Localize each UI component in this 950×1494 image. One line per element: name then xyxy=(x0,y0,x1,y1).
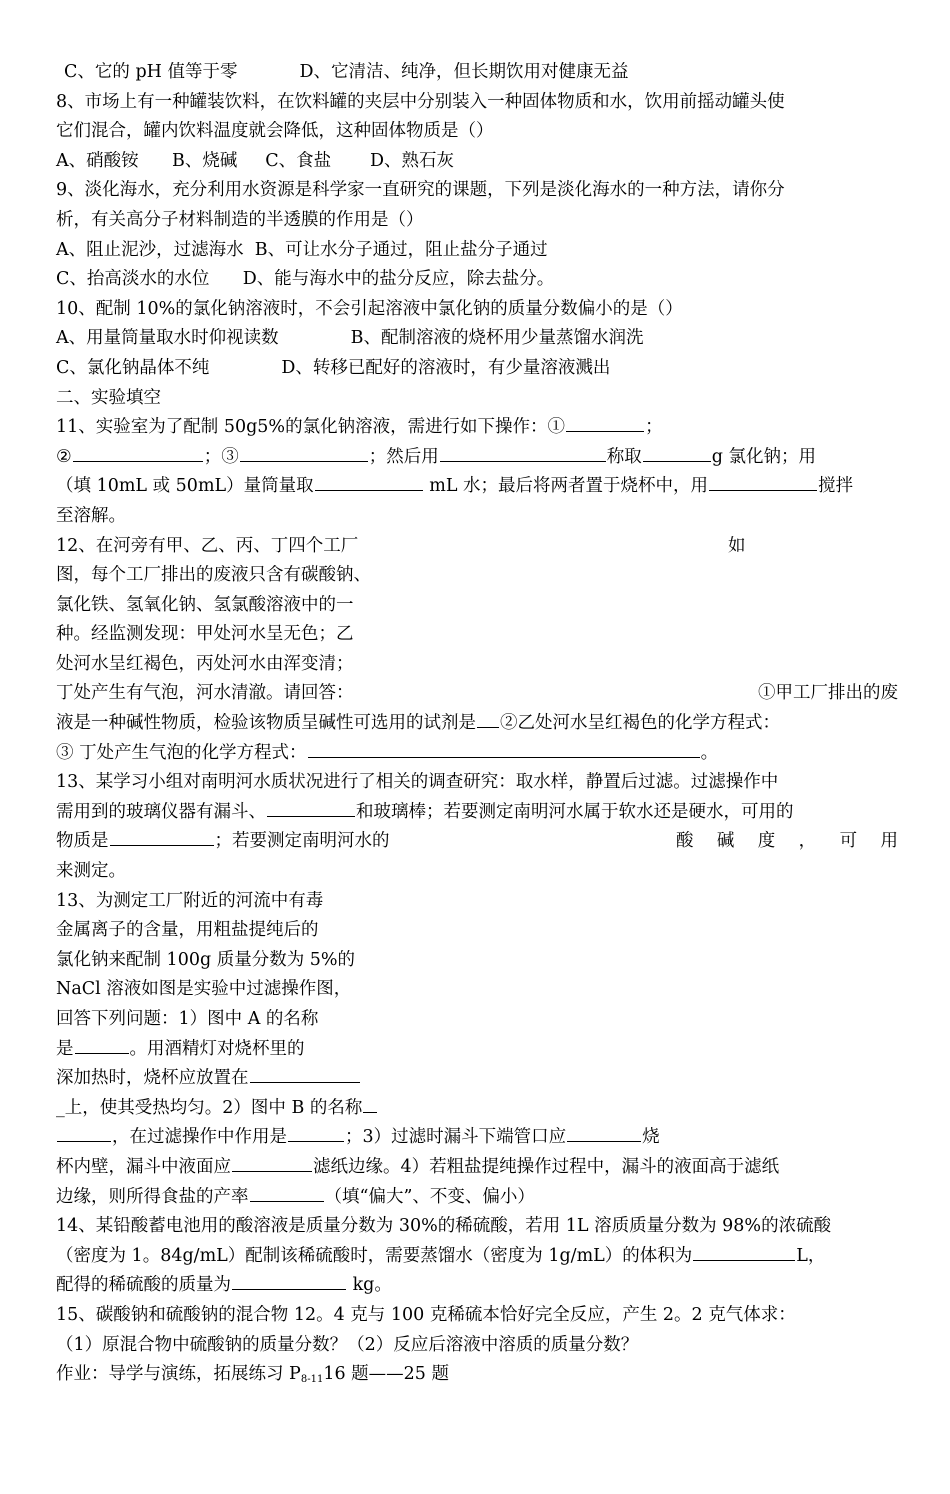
q15-line-1: 15、碳酸钠和硫酸钠的混合物 12。4 克与 100 克稀硫本恰好完全反应，产生 2。2 克气体求： xyxy=(56,1304,796,1325)
q8-options: A、硝酸铵 B、烧碱 C、食盐 D、熟石灰 xyxy=(56,150,455,171)
q14-line-1: 14、某铅酸蓄电池用的酸溶液是质量分数为 30%的稀硫酸，若用 1L 溶质质量分数为 98%的浓硫酸 xyxy=(56,1216,832,1237)
q13b-text: 烧 xyxy=(642,1127,660,1148)
q13b-line-3: 氯化钠来配制 100g 质量分数为 5%的 xyxy=(56,949,356,970)
q12-line-7 xyxy=(56,709,898,739)
q13b-line-10 xyxy=(56,1153,898,1183)
q14-line-2 xyxy=(56,1242,898,1272)
q13b-line-11 xyxy=(56,1183,898,1213)
q13b-text: _上，使其受热均匀。2）图中 B 的名称 xyxy=(56,1097,363,1118)
q13b-text: ，在过滤操作中作用是 xyxy=(112,1127,287,1148)
q13-char: 可 xyxy=(839,831,858,852)
q9-stem-2: 析，有关高分子材料制造的半透膜的作用是（） xyxy=(56,209,424,230)
q14-blank-2[interactable] xyxy=(232,1271,346,1290)
homework-page-range: 8-11 xyxy=(300,1374,324,1386)
q11-line-1 xyxy=(56,413,898,443)
q13b-blank-8[interactable] xyxy=(250,1183,324,1202)
homework-text: 作业：导学与演练，拓展练习 P xyxy=(56,1364,301,1385)
q13b-line-8 xyxy=(56,1094,898,1124)
q13b-blank-7[interactable] xyxy=(232,1153,312,1172)
q11-blank-6[interactable] xyxy=(315,472,423,491)
q11-blank-7[interactable] xyxy=(709,472,817,491)
q10-option-b: B、配制溶液的烧杯用少量蒸馏水润洗 xyxy=(350,328,644,349)
homework-text: 16 题——25 题 xyxy=(323,1364,449,1385)
q11-text: 称取 xyxy=(606,446,642,467)
q12-text: ②乙处河水呈红褐色的化学方程式： xyxy=(500,713,780,734)
q13-char: ， xyxy=(798,831,817,852)
q15-line-2: （1）原混合物中硫酸钠的质量分数？（2）反应后溶液中溶质的质量分数？ xyxy=(56,1334,639,1355)
q12-line-2: 图，每个工厂排出的废液只含有碳酸钠、 xyxy=(56,565,371,586)
q13b-text: 。用酒精灯对烧杯里的 xyxy=(129,1038,305,1059)
q12-text: ①甲工厂排出的废 xyxy=(758,683,898,704)
q11-text: mL 水；最后将两者置于烧杯中，用 xyxy=(423,476,708,497)
q13-line-2 xyxy=(56,798,898,828)
q13b-line-4: NaCl 溶液如图是实验中过滤操作图， xyxy=(56,979,352,1000)
worksheet xyxy=(56,58,898,1390)
q11-text: ； xyxy=(645,417,663,438)
q12-line-6 xyxy=(56,679,898,709)
q7-option-c: C、它的 pH 值等于零 xyxy=(64,62,238,82)
homework-line xyxy=(56,1360,898,1390)
q13b-blank-6[interactable] xyxy=(567,1123,641,1142)
q13-line-3 xyxy=(56,827,898,857)
q13b-blank-2[interactable] xyxy=(250,1064,360,1083)
q13-char: 用 xyxy=(880,831,898,852)
q13-text: 需用到的玻璃仪器有漏斗、 xyxy=(56,801,266,822)
q11-text: （填 10mL 或 50mL）量筒量取 xyxy=(56,476,314,497)
q13b-line-1: 13、为测定工厂附近的河流中有毒 xyxy=(56,890,324,911)
q7-option-d: D、它清洁、纯净，但长期饮用对健康无益 xyxy=(299,62,629,82)
q10-option-c: C、氯化钠晶体不纯 xyxy=(56,357,210,378)
q8-stem-2: 它们混合，罐内饮料温度就会降低，这种固体物质是（） xyxy=(56,121,494,142)
q13b-blank-3[interactable] xyxy=(363,1094,377,1113)
q14-text: （密度为 1。84g/mL）配制该稀硫酸时，需要蒸馏水（密度为 1g/mL）的体积为 xyxy=(56,1245,693,1266)
q13b-blank-4[interactable] xyxy=(57,1123,111,1142)
q11-line-4: 至溶解。 xyxy=(56,505,126,526)
q13-blank-1[interactable] xyxy=(267,798,355,817)
q10-option-d: D、转移已配好的溶液时，有少量溶液溅出 xyxy=(281,357,611,378)
q13b-blank-5[interactable] xyxy=(288,1123,344,1142)
q13-char: 酸 xyxy=(676,831,694,852)
q13b-line-2: 金属离子的含量，用粗盐提纯后的 xyxy=(56,920,319,941)
section-heading: 二、实验填空 xyxy=(56,387,161,408)
q13b-line-6 xyxy=(56,1035,898,1065)
q13b-text: 是 xyxy=(56,1038,74,1059)
q11-text: ；③ xyxy=(203,446,239,467)
q14-line-3 xyxy=(56,1271,898,1301)
q13-text: ；若要测定南明河水的 xyxy=(214,831,390,852)
q13b-text: 滤纸边缘。4）若粗盐提纯操作过程中，漏斗的液面高于滤纸 xyxy=(313,1156,780,1177)
q9-options-2: C、抬高淡水的水位 D、能与海水中的盐分反应，除去盐分。 xyxy=(56,269,555,290)
q13-char: 度 xyxy=(757,831,776,852)
q7-options xyxy=(56,58,898,88)
q10-stem: 10、配制 10%的氯化钠溶液时，不会引起溶液中氯化钠的质量分数偏小的是（） xyxy=(56,298,683,319)
q11-text: ；然后用 xyxy=(368,446,439,467)
q11-blank-2[interactable] xyxy=(73,443,203,462)
q11-blank-3[interactable] xyxy=(240,443,368,462)
q9-stem-1: 9、淡化海水，充分利用水资源是科学家一直研究的课题，下列是淡化海水的一种方法，请你分 xyxy=(56,180,785,201)
q10-option-a: A、用量筒量取水时仰视读数 xyxy=(56,328,279,349)
q14-text: L， xyxy=(796,1245,826,1266)
q12-line-1 xyxy=(56,532,898,562)
q12-blank-1[interactable] xyxy=(477,709,499,728)
q13b-line-5: 回答下列问题：1）图中 A 的名称 xyxy=(56,1009,319,1029)
q11-line-3 xyxy=(56,472,898,502)
q13b-text: （填“偏大”、不变、偏小） xyxy=(324,1186,535,1207)
q13b-text: 边缘，则所得食盐的产率 xyxy=(56,1186,249,1207)
q13-line-4: 来测定。 xyxy=(56,861,126,882)
q12-text: 如 xyxy=(728,535,746,556)
q12-text: 12、在河旁有甲、乙、丙、丁四个工厂 xyxy=(56,535,359,556)
q13-line-1: 13、某学习小组对南明河水质状况进行了相关的调查研究：取水样，静置后过滤。过滤操作中 xyxy=(56,772,779,793)
q13b-line-9 xyxy=(56,1123,898,1153)
q11-text: g 氯化钠；用 xyxy=(711,446,816,467)
q12-line-3: 氯化铁、氢氧化钠、氢氯酸溶液中的一 xyxy=(56,594,354,615)
q13b-blank-1[interactable] xyxy=(75,1035,129,1054)
q11-blank-5[interactable] xyxy=(643,443,711,462)
q12-text: ③ 丁处产生气泡的化学方程式： xyxy=(56,742,307,763)
q14-text: 配得的稀硫酸的质量为 xyxy=(56,1275,231,1296)
q11-text: 搅拌 xyxy=(818,476,853,497)
q12-line-8 xyxy=(56,739,898,769)
q13-text: 物质是 xyxy=(56,831,109,852)
q12-text: 丁处产生有气泡，河水清澈。请回答： xyxy=(56,683,354,704)
q10-options-1 xyxy=(56,324,898,354)
q14-blank-1[interactable] xyxy=(693,1242,795,1261)
q11-text: 11、实验室为了配制 50g5%的氯化钠溶液，需进行如下操作：① xyxy=(56,417,566,438)
q10-options-2 xyxy=(56,354,898,384)
q11-blank-4[interactable] xyxy=(440,443,606,462)
q12-text: 。 xyxy=(700,742,719,763)
q13-spread-text xyxy=(676,827,898,857)
q11-line-2 xyxy=(56,443,898,473)
q13-blank-2[interactable] xyxy=(110,827,214,846)
q13b-text: 杯内壁，漏斗中液面应 xyxy=(56,1156,231,1177)
q12-blank-2[interactable] xyxy=(308,739,700,758)
q11-text: ② xyxy=(56,446,72,467)
q11-blank-1[interactable] xyxy=(566,413,644,432)
q13b-text: ；3）过滤时漏斗下端管口应 xyxy=(345,1127,567,1148)
q12-line-4: 种。经监测发现：甲处河水呈无色；乙 xyxy=(56,624,354,645)
q13b-text: 深加热时，烧杯应放置在 xyxy=(56,1068,249,1089)
q13-char: 碱 xyxy=(716,831,735,852)
q9-options-1: A、阻止泥沙，过滤海水 B、可让水分子通过，阻止盐分子通过 xyxy=(56,239,548,260)
q12-line-5: 处河水呈红褐色，丙处河水由浑变清； xyxy=(56,653,354,674)
q12-text: 液是一种碱性物质，检验该物质呈碱性可选用的试剂是 xyxy=(56,713,476,734)
q14-text: kg。 xyxy=(347,1275,392,1296)
q8-stem-1: 8、市场上有一种罐装饮料，在饮料罐的夹层中分别装入一种固体物质和水，饮用前摇动罐头使 xyxy=(56,91,785,112)
q13-text: 和玻璃棒；若要测定南明河水属于软水还是硬水，可用的 xyxy=(356,801,794,822)
q13b-line-7 xyxy=(56,1064,898,1094)
